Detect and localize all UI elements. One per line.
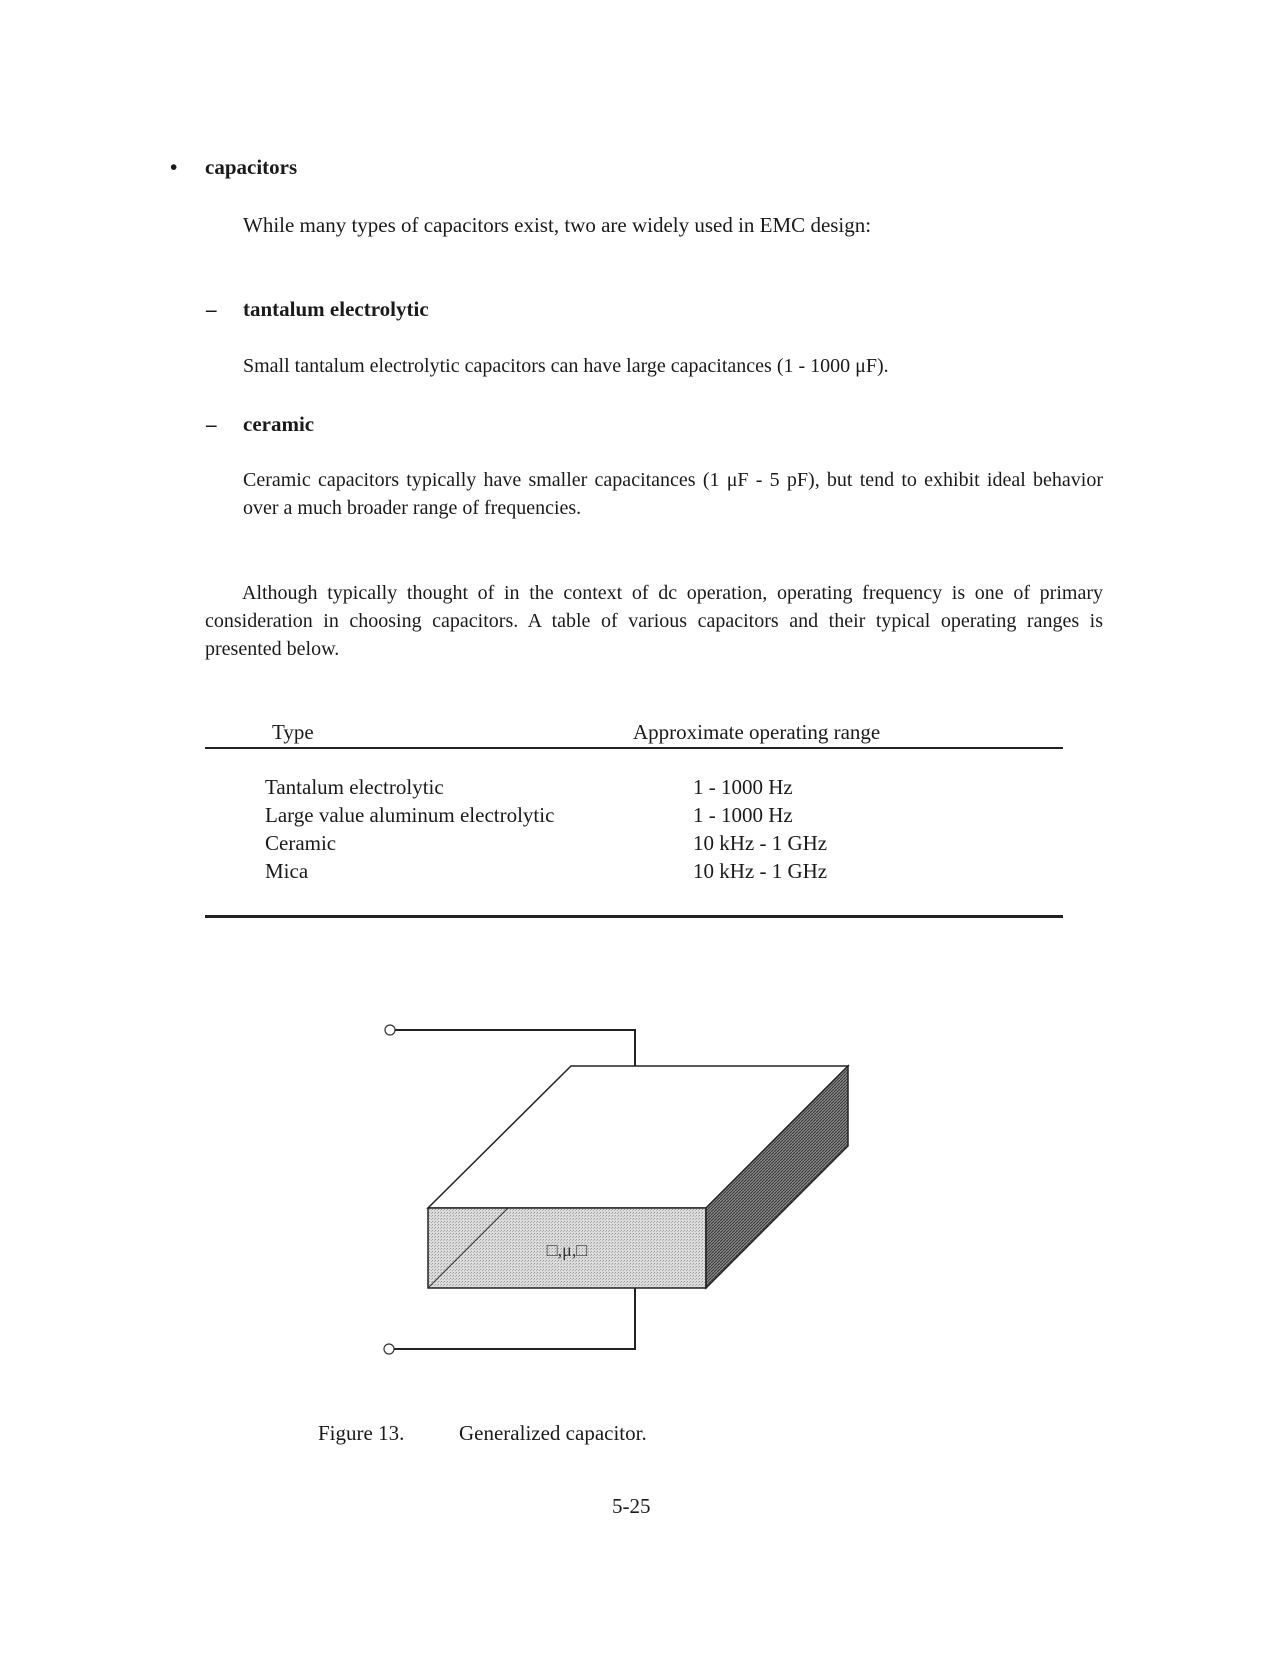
table-cell: 10 kHz - 1 GHz bbox=[693, 831, 828, 855]
subsection-dash: – bbox=[206, 412, 217, 436]
subsection-body-tantalum: Small tantalum electrolytic capacitors can have large capacitances (1 - 1000 μF). bbox=[243, 355, 889, 377]
figure-caption: Generalized capacitor. bbox=[459, 1421, 647, 1445]
section-intro: While many types of capacitors exist, two are widely used in EMC design: bbox=[243, 213, 872, 237]
table-cell: Large value aluminum electrolytic bbox=[265, 803, 555, 827]
body-paragraph: Although typically thought of in the context of dc operation, operating frequency is one of primary consideration in choosing capacitors. A table of various capacitors and their typical operating ranges is presented below. bbox=[205, 582, 1103, 660]
table-cell: 10 kHz - 1 GHz bbox=[693, 859, 828, 883]
subsection-heading-tantalum: tantalum electrolytic bbox=[243, 297, 429, 321]
section-bullet: • bbox=[170, 155, 178, 179]
lead-bottom bbox=[394, 1288, 635, 1349]
table-cell: Mica bbox=[265, 859, 309, 883]
dielectric-label: □,μ,□ bbox=[546, 1240, 588, 1260]
terminal-top bbox=[385, 1025, 395, 1035]
table-cell: 1 - 1000 Hz bbox=[693, 803, 793, 827]
terminal-bottom bbox=[384, 1344, 394, 1354]
table-header-range: Approximate operating range bbox=[633, 720, 881, 744]
table-cell: Tantalum electrolytic bbox=[265, 775, 444, 799]
page-number: 5-25 bbox=[612, 1494, 651, 1518]
subsection-dash: – bbox=[206, 297, 217, 321]
table-cell: Ceramic bbox=[265, 831, 337, 855]
subsection-body-ceramic: Ceramic capacitors typically have smaller capacitances (1 μF - 5 pF), but tend to exhibit ideal behavior over a much broader range of frequencies. bbox=[243, 469, 1103, 519]
subsection-heading-ceramic: ceramic bbox=[243, 412, 315, 436]
figure-number: Figure 13. bbox=[318, 1421, 405, 1445]
table-cell: 1 - 1000 Hz bbox=[693, 775, 793, 799]
table-header-type: Type bbox=[272, 720, 314, 744]
section-heading: capacitors bbox=[205, 155, 298, 179]
